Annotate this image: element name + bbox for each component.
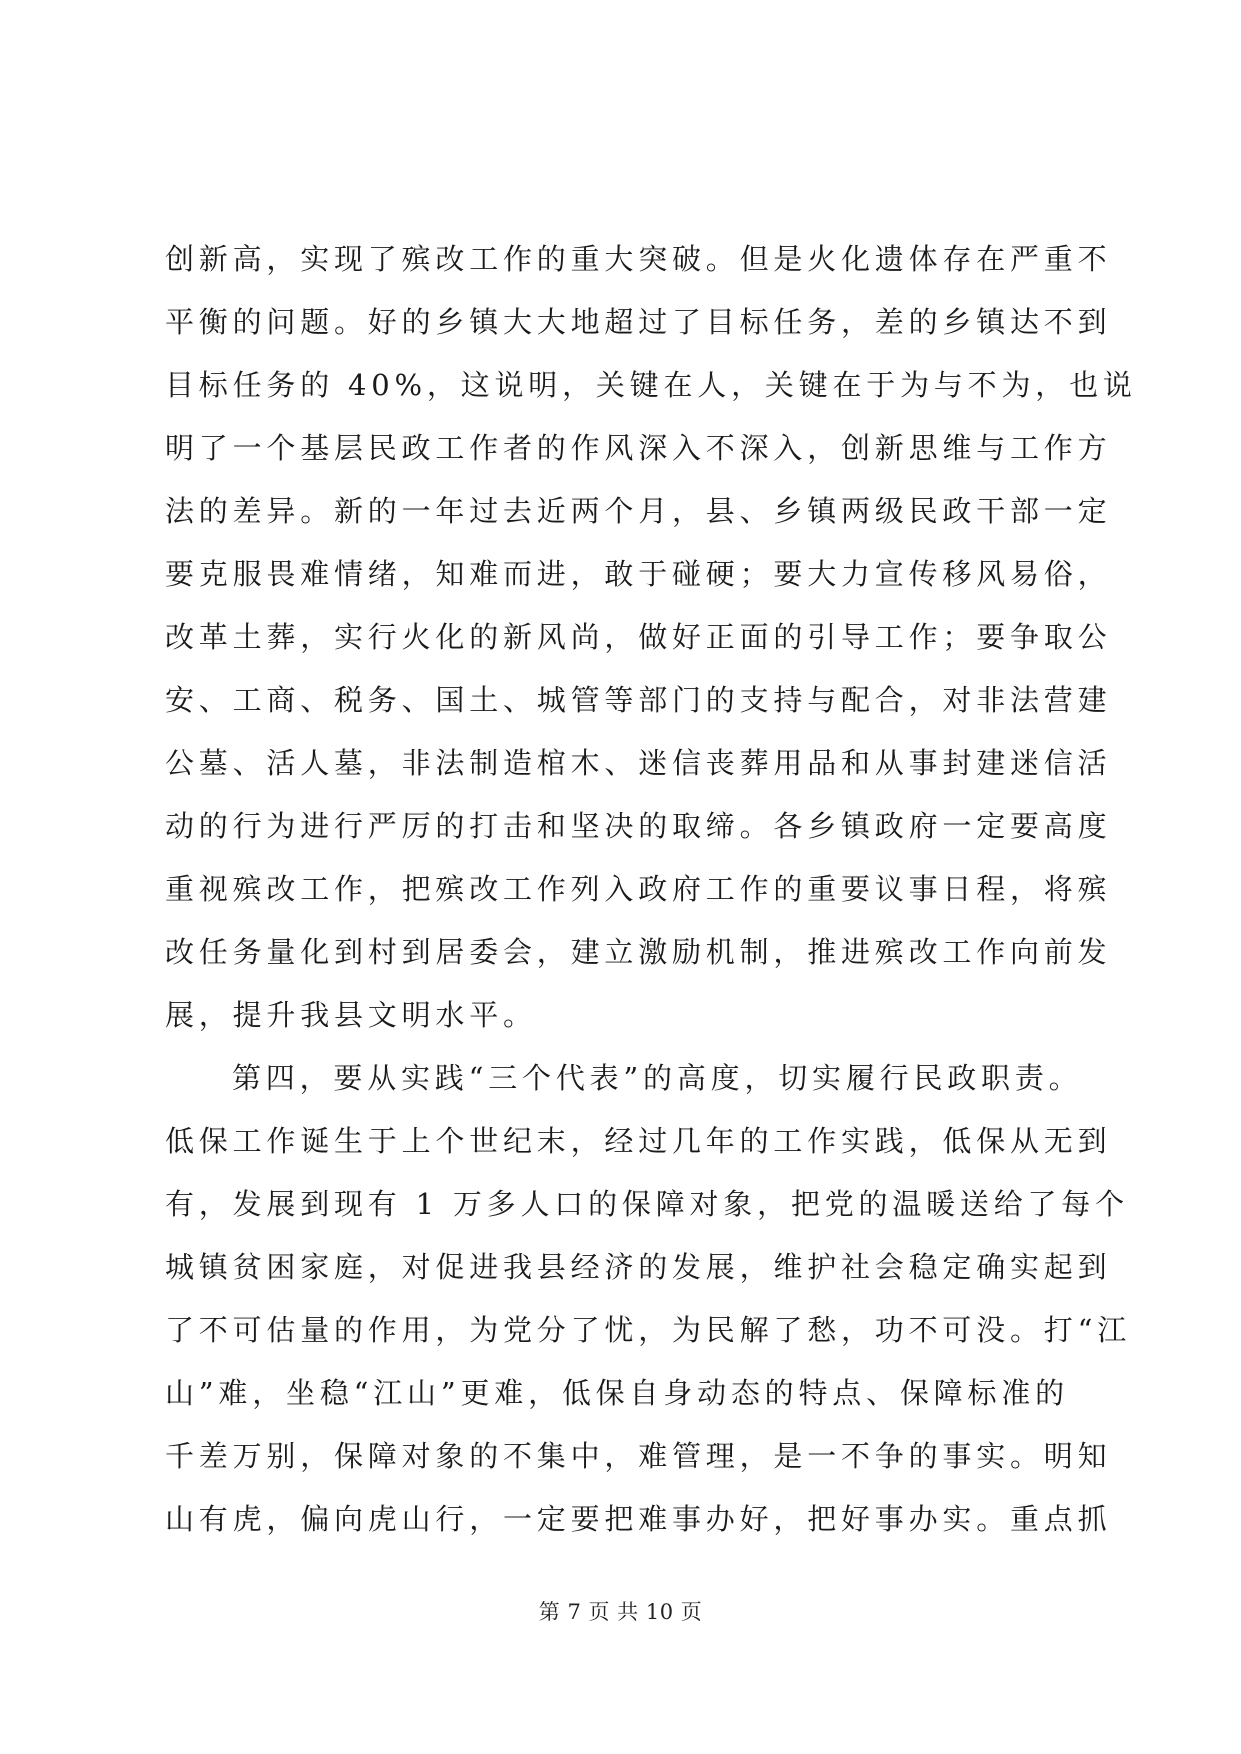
text-line: 法的差异。新的一年过去近两个月，县、乡镇两级民政干部一定 <box>165 494 1112 528</box>
text-line: 安、工商、税务、国土、城管等部门的支持与配合，对非法营建 <box>165 683 1112 717</box>
text-line: 公墓、活人墓，非法制造棺木、迷信丧葬用品和从事封建迷信活 <box>165 746 1112 780</box>
text-line: 山”难，坐稳“江山”更难，低保自身动态的特点、保障标准的 <box>165 1376 1069 1410</box>
text-line: 展，提升我县文明水平。 <box>165 998 537 1032</box>
text-line: 低保工作诞生于上个世纪末，经过几年的工作实践，低保从无到 <box>165 1124 1112 1158</box>
text-line: 有，发展到现有 1 万多人口的保障对象，把党的温暖送给了每个 <box>165 1187 1129 1221</box>
text-line: 改革土葬，实行火化的新风尚，做好正面的引导工作；要争取公 <box>165 620 1112 654</box>
text-line: 山有虎，偏向虎山行，一定要把难事办好，把好事办实。重点抓 <box>165 1502 1112 1536</box>
text-line: 平衡的问题。好的乡镇大大地超过了目标任务，差的乡镇达不到 <box>165 305 1112 339</box>
text-line: 创新高，实现了殡改工作的重大突破。但是火化遗体存在严重不 <box>165 242 1112 276</box>
text-line: 目标任务的 40%，这说明，关键在人，关键在于为与不为，也说 <box>165 368 1137 402</box>
paragraph-first-line: 第四，要从实践“三个代表”的高度，切实履行民政职责。 <box>232 1061 1083 1095</box>
document-body <box>165 228 1137 1551</box>
text-line: 了不可估量的作用，为党分了忧，为民解了愁，功不可没。打“江 <box>165 1313 1132 1347</box>
text-line: 要克服畏难情绪，知难而进，敢于碰硬；要大力宣传移风易俗， <box>165 557 1112 591</box>
text-line: 改任务量化到村到居委会，建立激励机制，推进殡改工作向前发 <box>165 935 1112 969</box>
text-line: 动的行为进行严厉的打击和坚决的取缔。各乡镇政府一定要高度 <box>165 809 1112 843</box>
text-line: 千差万别，保障对象的不集中，难管理，是一不争的事实。明知 <box>165 1439 1112 1473</box>
text-line: 重视殡改工作，把殡改工作列入政府工作的重要议事日程，将殡 <box>165 872 1112 906</box>
page-number-footer: 第 7 页 共 10 页 <box>538 1600 703 1624</box>
text-line: 城镇贫困家庭，对促进我县经济的发展，维护社会稳定确实起到 <box>165 1250 1112 1284</box>
text-line: 明了一个基层民政工作者的作风深入不深入，创新思维与工作方 <box>165 431 1112 465</box>
